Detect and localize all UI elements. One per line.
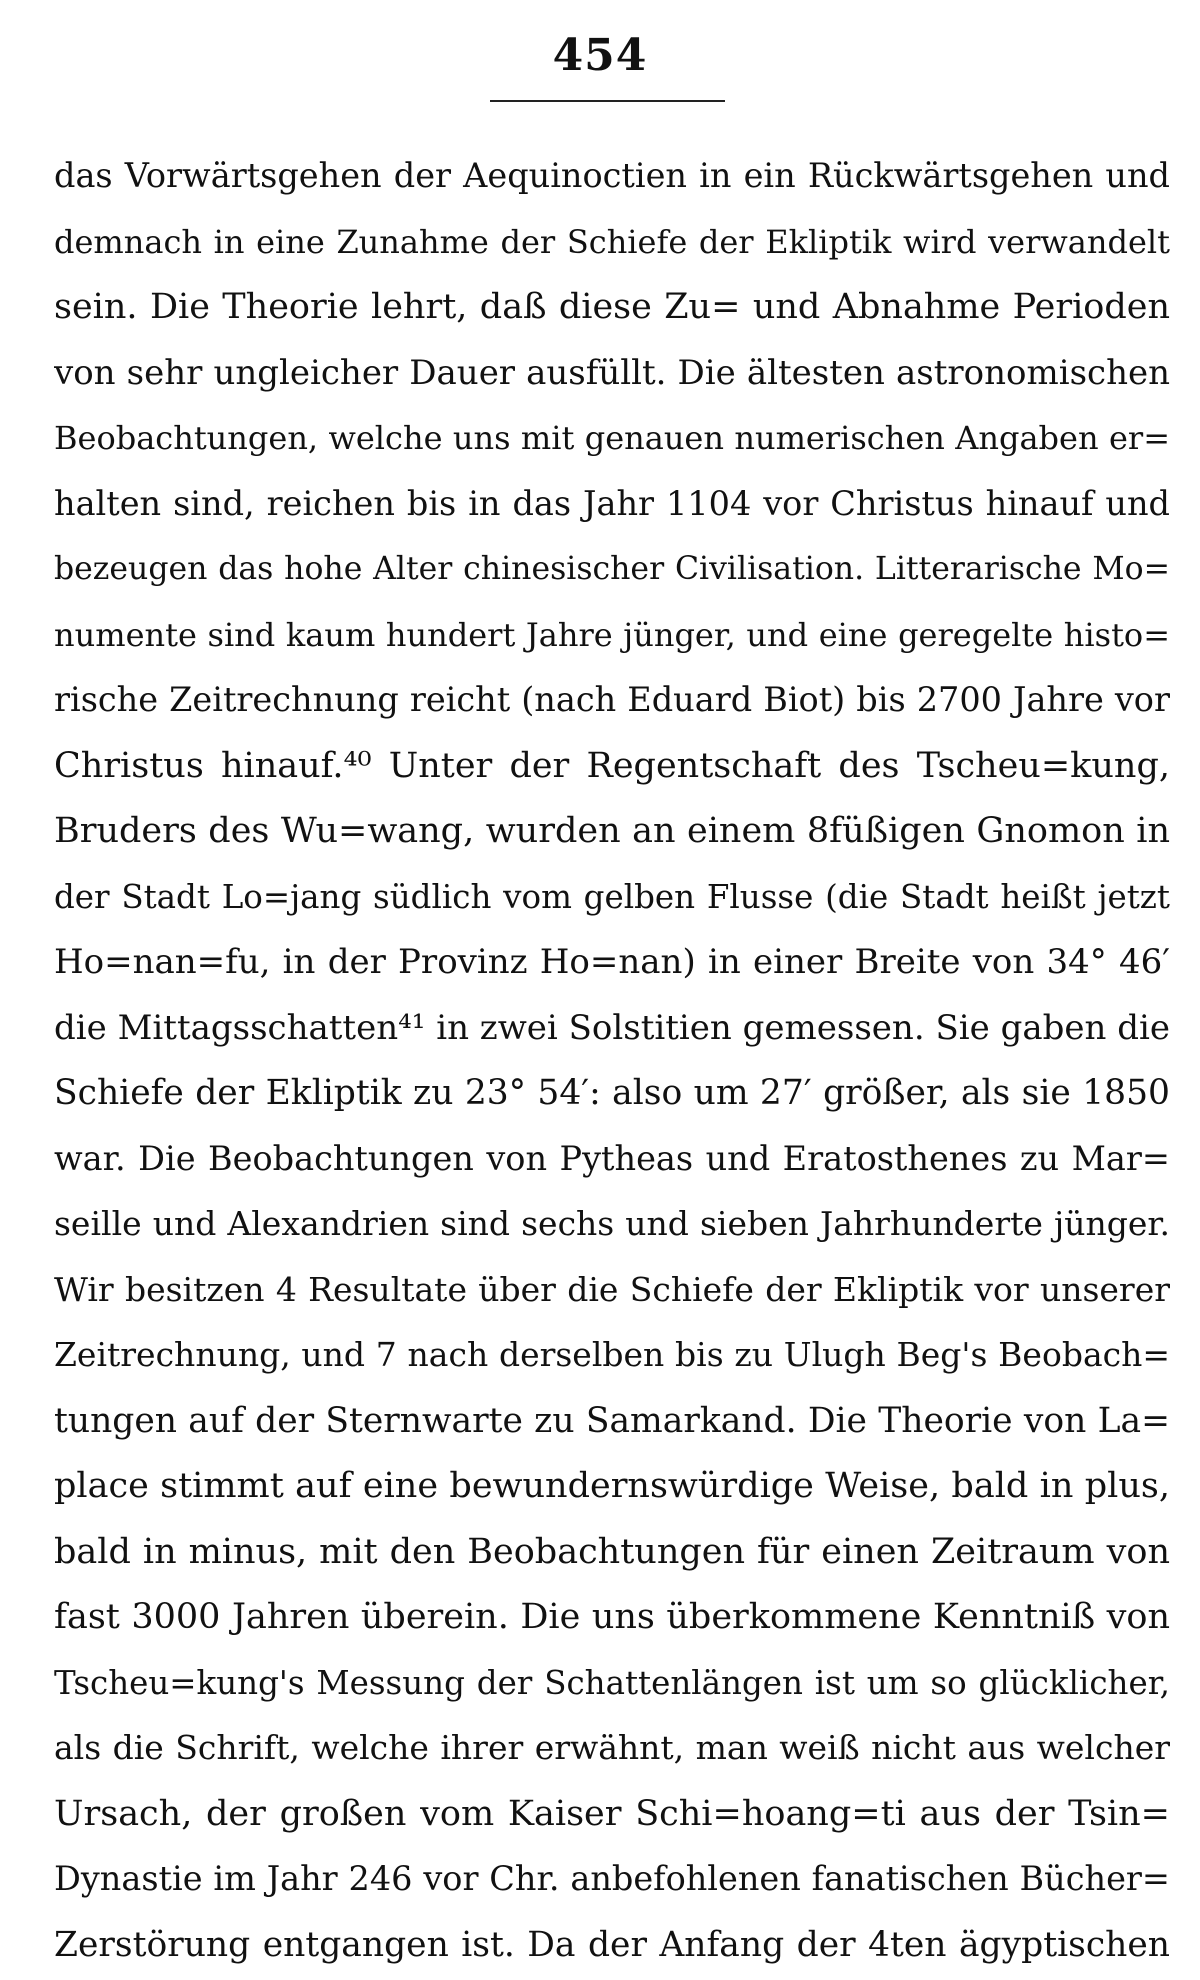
text-line: der Stadt Lo=jang südlich vom gelben Flusse (die Stadt heißt jetzt [54,867,1170,933]
text-line: Beobachtungen, welche uns mit genauen numerischen Angaben er= [54,408,1170,474]
header-rule [490,100,725,102]
text-line: Tscheu=kung's Messung der Schattenlängen ist um so glücklicher, [54,1653,1170,1719]
text-line: fast 3000 Jahren überein. Die uns überkommene Kenntniß von [54,1587,1170,1653]
text-line: Zerstörung entgangen ist. Da der Anfang der 4ten ägyptischen [54,1915,1170,1980]
text-line: Ursach, der großen vom Kaiser Schi=hoang=ti aus der Tsin= [54,1784,1170,1850]
text-line: das Vorwärtsgehen der Aequinoctien in ein Rückwärtsgehen und [54,146,1170,212]
text-line: Ho=nan=fu, in der Provinz Ho=nan) in einer Breite von 34° 46′ [54,932,1170,998]
text-line: rische Zeitrechnung reicht (nach Eduard Biot) bis 2700 Jahre vor [54,670,1170,736]
text-line: Zeitrechnung, und 7 nach derselben bis zu Ulugh Beg's Beobach= [54,1325,1170,1391]
text-line: sein. Die Theorie lehrt, daß diese Zu= und Abnahme Perioden [54,277,1170,343]
text-line: demnach in eine Zunahme der Schiefe der Ekliptik wird verwandelt [54,212,1170,278]
text-line: bezeugen das hohe Alter chinesischer Civilisation. Litterarische Mo= [54,539,1170,605]
text-line: als die Schrift, welche ihrer erwähnt, man weiß nicht aus welcher [54,1718,1170,1784]
text-line: Dynastie im Jahr 246 vor Chr. anbefohlenen fanatischen Bücher= [54,1849,1170,1915]
text-line: place stimmt auf eine bewundernswürdige Weise, bald in plus, [54,1456,1170,1522]
text-line: tungen auf der Sternwarte zu Samarkand. Die Theorie von La= [54,1391,1170,1457]
text-line: bald in minus, mit den Beobachtungen für einen Zeitraum von [54,1522,1170,1588]
page-number: 454 [0,26,1200,86]
text-line: seille und Alexandrien sind sechs und sieben Jahrhunderte jünger. [54,1194,1170,1260]
text-line: Schiefe der Ekliptik zu 23° 54′: also um 27′ größer, als sie 1850 [54,1063,1170,1129]
text-line: Christus hinauf.⁴⁰ Unter der Regentschaft des Tscheu=kung, [54,736,1170,802]
text-line: war. Die Beobachtungen von Pytheas und Eratosthenes zu Mar= [54,1129,1170,1195]
text-line: Wir besitzen 4 Resultate über die Schiefe der Ekliptik vor unserer [54,1260,1170,1326]
text-line: numente sind kaum hundert Jahre jünger, und eine geregelte histo= [54,605,1170,671]
text-line: halten sind, reichen bis in das Jahr 1104 vor Christus hinauf und [54,474,1170,540]
text-line: von sehr ungleicher Dauer ausfüllt. Die ältesten astronomischen [54,343,1170,409]
text-line: die Mittagsschatten⁴¹ in zwei Solstitien gemessen. Sie gaben die [54,998,1170,1064]
body-text [54,146,1170,1980]
text-line: Bruders des Wu=wang, wurden an einem 8füßigen Gnomon in [54,801,1170,867]
